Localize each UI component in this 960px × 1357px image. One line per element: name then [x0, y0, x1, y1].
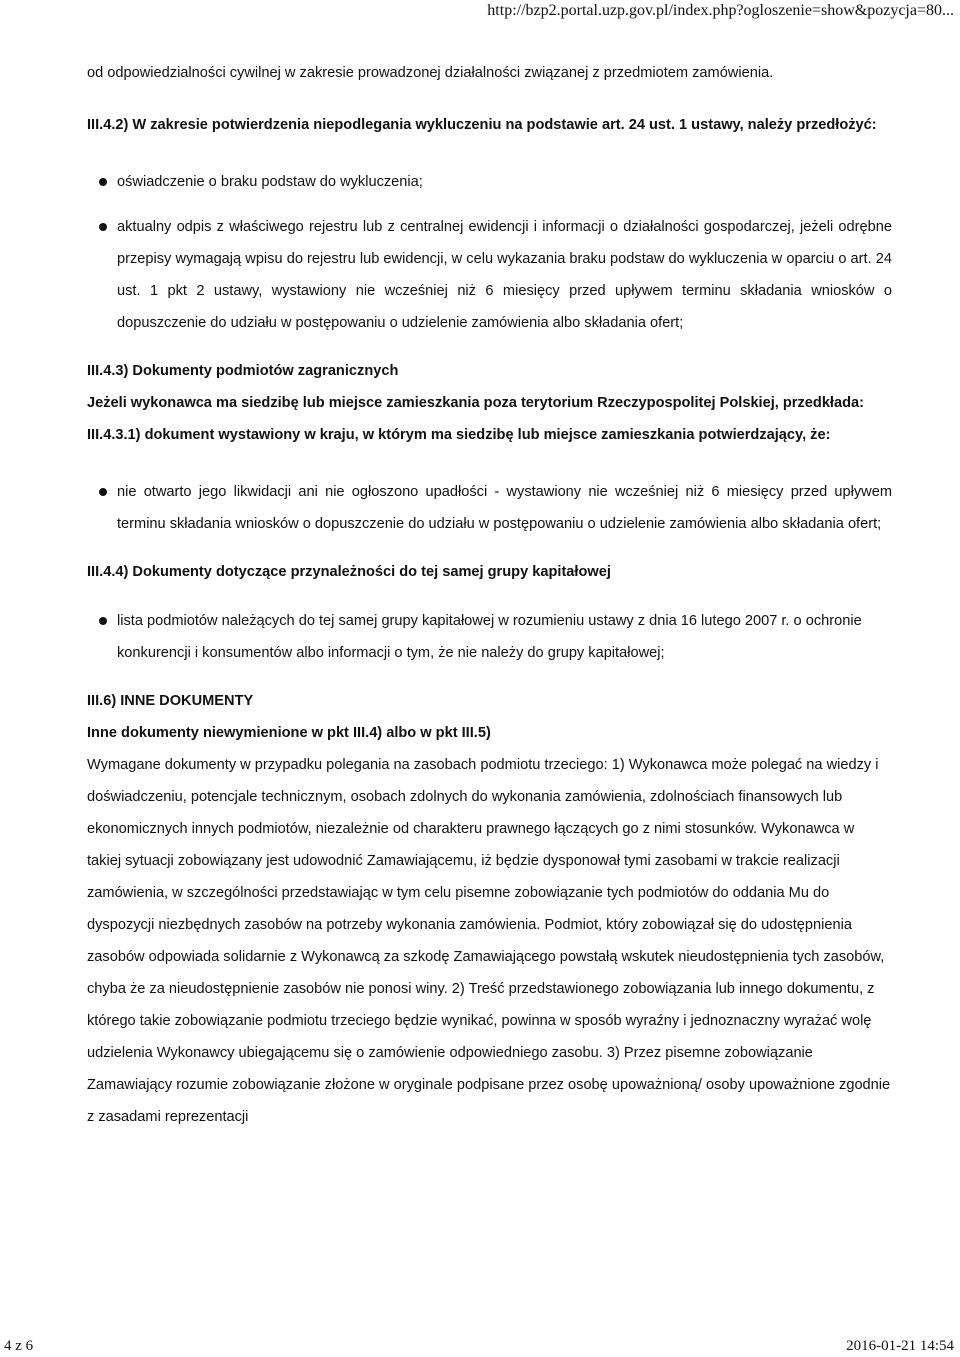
list-item [87, 211, 892, 339]
list-item [87, 166, 892, 198]
section-342-list [87, 166, 892, 339]
bullet-icon [99, 488, 107, 496]
text-line-top: od odpowiedzialności cywilnej w zakresie prowadzonej działalności związanej z przedmiotem zamówienia. [87, 65, 774, 81]
list-item-text: lista podmiotów należących do tej samej grupy kapitałowej w rozumieniu ustawy z dnia 16 lutego 2007 r. o ochronie konkurencji i konsumentów albo informacji o tym, że nie należy do grupy kapitałowej; [117, 613, 862, 661]
section-36-title: III.6) INNE DOKUMENTY [87, 693, 254, 709]
list-item [87, 476, 892, 540]
print-datetime: 2016-01-21 14:54 [846, 1338, 954, 1354]
page-url: http://bzp2.portal.uzp.gov.pl/index.php?ogloszenie=show&pozycja=80... [487, 2, 954, 19]
bullet-icon [99, 223, 107, 231]
section-3431-list [87, 476, 892, 540]
section-343-title: III.4.3) Dokumenty podmiotów zagranicznych [87, 363, 399, 379]
bullet-icon [99, 617, 107, 625]
list-item [87, 605, 892, 669]
list-item-text: aktualny odpis z właściwego rejestru lub z centralnej ewidencji i informacji o działalności gospodarczej, jeżeli odrębne przepisy wymagają wpisu do rejestru lub ewidencji, w celu wykazania braku podstaw do wykluczenia w oparciu o art. 24 ust. 1 pkt 2 ustawy, wystawiony nie wcześniej niż 6 miesięcy przed upływem terminu składania wniosków o dopuszczenie do udziału w postępowaniu o udzielenie zamówienia albo składania ofert; [117, 219, 892, 331]
section-36-body: Wymagane dokumenty w przypadku polegania na zasobach podmiotu trzeciego: 1) Wykonawca może polegać na wiedzy i doświadczeniu, potencjale technicznym, osobach zdolnych do wykonania zamówienia, zdolnościach finansowych lub ekonomicznych innych podmiotów, niezależnie od charakteru prawnego łączących go z nimi stosunków. Wykonawca w takiej sytuacji zobowiązany jest udowodnić Zamawiającemu, iż będzie dysponował tymi zasobami w trakcie realizacji zamówienia, w szczególności przedstawiając w tym celu pisemne zobowiązanie tych podmiotów do oddania Mu do dyspozycji niezbędnych zasobów na potrzeby wykonania zamówienia. Podmiot, który zobowiązał się do udostępnienia zasobów odpowiada solidarnie z Wykonawcą za szkodę Zamawiającego powstałą wskutek nieudostępnienia tych zasobów, chyba że za nieudostępnienie zasobów nie ponosi winy. 2) Treść przedstawionego zobowiązania lub innego dokumentu, z którego takie zobowiązanie podmiotu trzeciego będzie wynikać, powinna w sposób wyraźny i jednoznaczny wyrażać wolę udzielenia Wykonawcy ubiegającemu się o zamówienie odpowiedniego zasobu. 3) Przez pisemne zobowiązanie Zamawiający rozumie zobowiązanie złożone w oryginale podpisane przez osobę upoważnioną/ osoby upoważnione zgodnie z zasadami reprezentacji [87, 757, 891, 1125]
bullet-icon [99, 178, 107, 186]
section-3431-title: III.4.3.1) dokument wystawiony w kraju, w którym ma siedzibę lub miejsce zamieszkania potwierdzający, że: [87, 427, 831, 443]
section-343-subtitle: Jeżeli wykonawca ma siedzibę lub miejsce zamieszkania poza terytorium Rzeczypospolitej Polskiej, przedkłada: [87, 395, 864, 411]
section-36-subtitle: Inne dokumenty niewymienione w pkt III.4) albo w pkt III.5) [87, 725, 491, 741]
list-item-text: oświadczenie o braku podstaw do wykluczenia; [117, 174, 423, 190]
section-344-list [87, 605, 892, 669]
page-number: 4 z 6 [4, 1338, 34, 1354]
section-342-title: III.4.2) W zakresie potwierdzenia niepodlegania wykluczeniu na podstawie art. 24 ust. 1 ustawy, należy przedłożyć: [87, 117, 877, 133]
list-item-text: nie otwarto jego likwidacji ani nie ogłoszono upadłości - wystawiony nie wcześniej niż 6 miesięcy przed upływem terminu składania wniosków o dopuszczenie do udziału w postępowaniu o udzielenie zamówienia albo składania ofert; [117, 484, 892, 532]
section-344-title: III.4.4) Dokumenty dotyczące przynależności do tej samej grupy kapitałowej [87, 564, 611, 580]
document-content [87, 54, 892, 1133]
